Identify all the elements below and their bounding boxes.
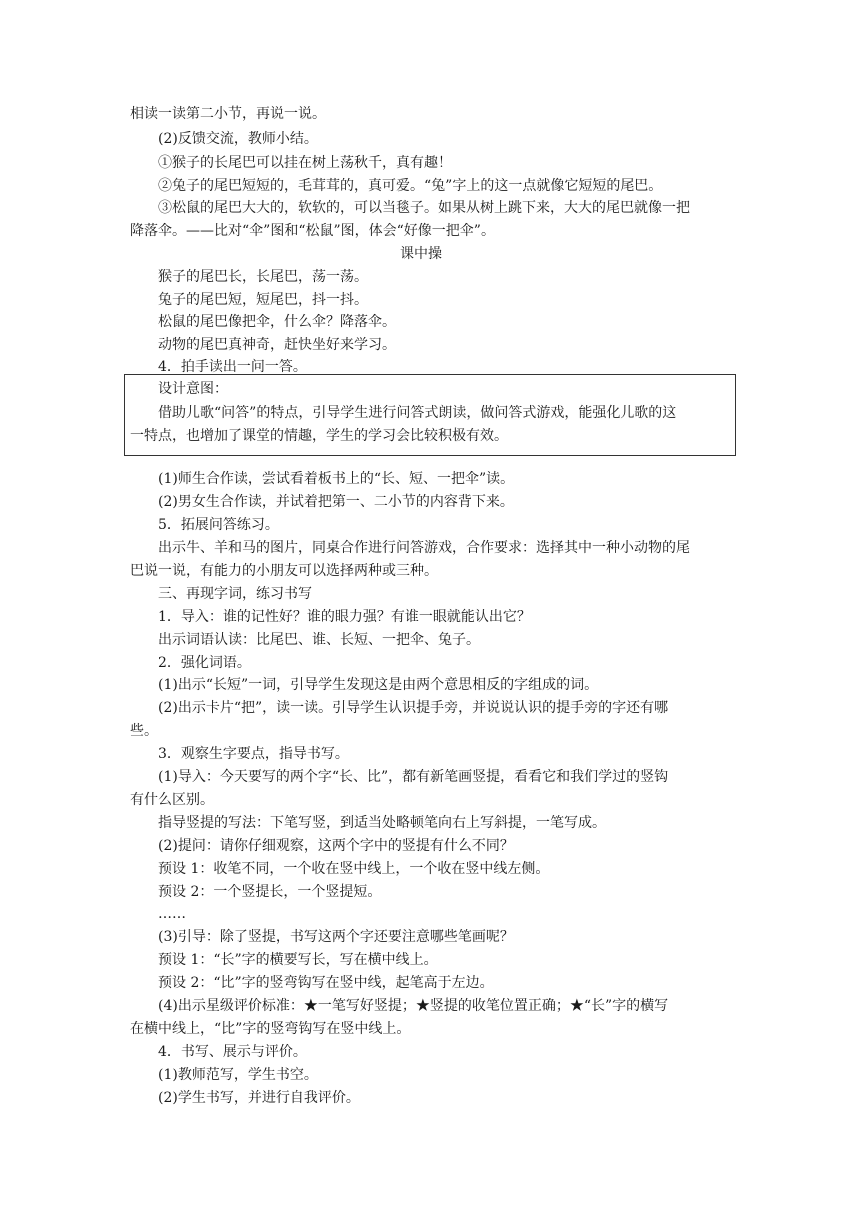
text-line: 预设 2：“比”字的竖弯钩写在竖中线，起笔高于左边。 (158, 975, 494, 991)
text-line: 3．观察生字要点，指导书写。 (158, 746, 349, 762)
design-intent-text: 借助儿歌“问答”的特点，引导学生进行问答式朗读，做问答式游戏，能强化儿歌的这 (158, 405, 677, 421)
text-line: (1)出示“长短”一词，引导学生发现这是由两个意思相反的字组成的词。 (158, 677, 599, 693)
text-line: (2)男女生合作读，并试着把第一、二小节的内容背下来。 (158, 494, 514, 510)
text-line: (2)提问：请你仔细观察，这两个字中的竖提有什么不同？ (158, 838, 514, 854)
text-line: 动物的尾巴真神奇，赶快坐好来学习。 (158, 337, 396, 353)
text-line: (4)出示星级评价标准：★一笔写好竖提；★竖提的收笔位置正确；★“长”字的横写 (158, 998, 669, 1014)
text-line: 巴说一说，有能力的小朋友可以选择两种或三种。 (130, 563, 438, 579)
text-line: 4．书写、展示与评价。 (158, 1044, 307, 1060)
text-line: 些。 (130, 723, 158, 739)
text-line: ③松鼠的尾巴大大的，软软的，可以当毯子。如果从树上跳下来，大大的尾巴就像一把 (158, 200, 690, 216)
text-line: 相读一读第二小节，再说一说。 (130, 106, 326, 122)
text-line: 出示词语认读：比尾巴、谁、长短、一把伞、兔子。 (158, 632, 480, 648)
text-line: 兔子的尾巴短，短尾巴，抖一抖。 (158, 292, 368, 308)
text-line: 有什么区别。 (130, 792, 214, 808)
text-line: 1．导入：谁的记性好？谁的眼力强？有谁一眼就能认出它？ (158, 609, 531, 625)
text-line: (2)学生书写，并进行自我评价。 (158, 1090, 360, 1106)
text-line: (2)出示卡片“把”，读一读。引导学生认识提手旁，并说说认识的提手旁的字还有哪 (158, 700, 669, 716)
text-line: 预设 1：收笔不同，一个收在竖中线上，一个收在竖中线左侧。 (158, 861, 550, 877)
text-line: ②兔子的尾巴短短的，毛茸茸的，真可爱。“兔”字上的这一点就像它短短的尾巴。 (158, 178, 663, 194)
text-line: (3)引导：除了竖提，书写这两个字还要注意哪些笔画呢？ (158, 929, 514, 945)
text-line: 指导竖提的写法：下笔写竖，到适当处略顿笔向右上写斜提，一笔写成。 (158, 815, 606, 831)
text-line: 出示牛、羊和马的图片，同桌合作进行问答游戏，合作要求：选择其中一种小动物的尾 (158, 540, 690, 556)
section-heading: 课中操 (400, 246, 442, 262)
text-line: 预设 1：“长”字的横要写长，写在横中线上。 (158, 952, 438, 968)
text-line: (1)师生合作读，尝试看着板书上的“长、短、一把伞”读。 (158, 471, 515, 487)
text-line: 在横中线上，“比”字的竖弯钩写在竖中线上。 (130, 1021, 411, 1037)
text-line: 三、再现字词，练习书写 (158, 586, 312, 602)
design-intent-text: 一特点，也增加了课堂的情趣，学生的学习会比较积极有效。 (130, 428, 508, 444)
design-intent-title: 设计意图： (158, 381, 228, 397)
text-line: 5．拓展问答练习。 (158, 517, 279, 533)
text-line: 4．拍手读出一问一答。 (158, 359, 307, 375)
text-line: 降落伞。——比对“伞”图和“松鼠”图，体会“好像一把伞”。 (130, 223, 495, 239)
text-line: …… (158, 906, 186, 922)
text-line: 松鼠的尾巴像把伞，什么伞？降落伞。 (158, 314, 396, 330)
text-line: ①猴子的长尾巴可以挂在树上荡秋千，真有趣！ (158, 155, 452, 171)
text-line: (1)教师范写，学生书空。 (158, 1067, 318, 1083)
text-line: 预设 2：一个竖提长，一个竖提短。 (158, 884, 382, 900)
text-line: 2．强化词语。 (158, 655, 251, 671)
text-line: (1)导入：今天要写的两个字“长、比”，都有新笔画竖提，看看它和我们学过的竖钩 (158, 769, 669, 785)
text-line: 猴子的尾巴长，长尾巴，荡一荡。 (158, 269, 368, 285)
text-line: (2)反馈交流，教师小结。 (158, 131, 318, 147)
